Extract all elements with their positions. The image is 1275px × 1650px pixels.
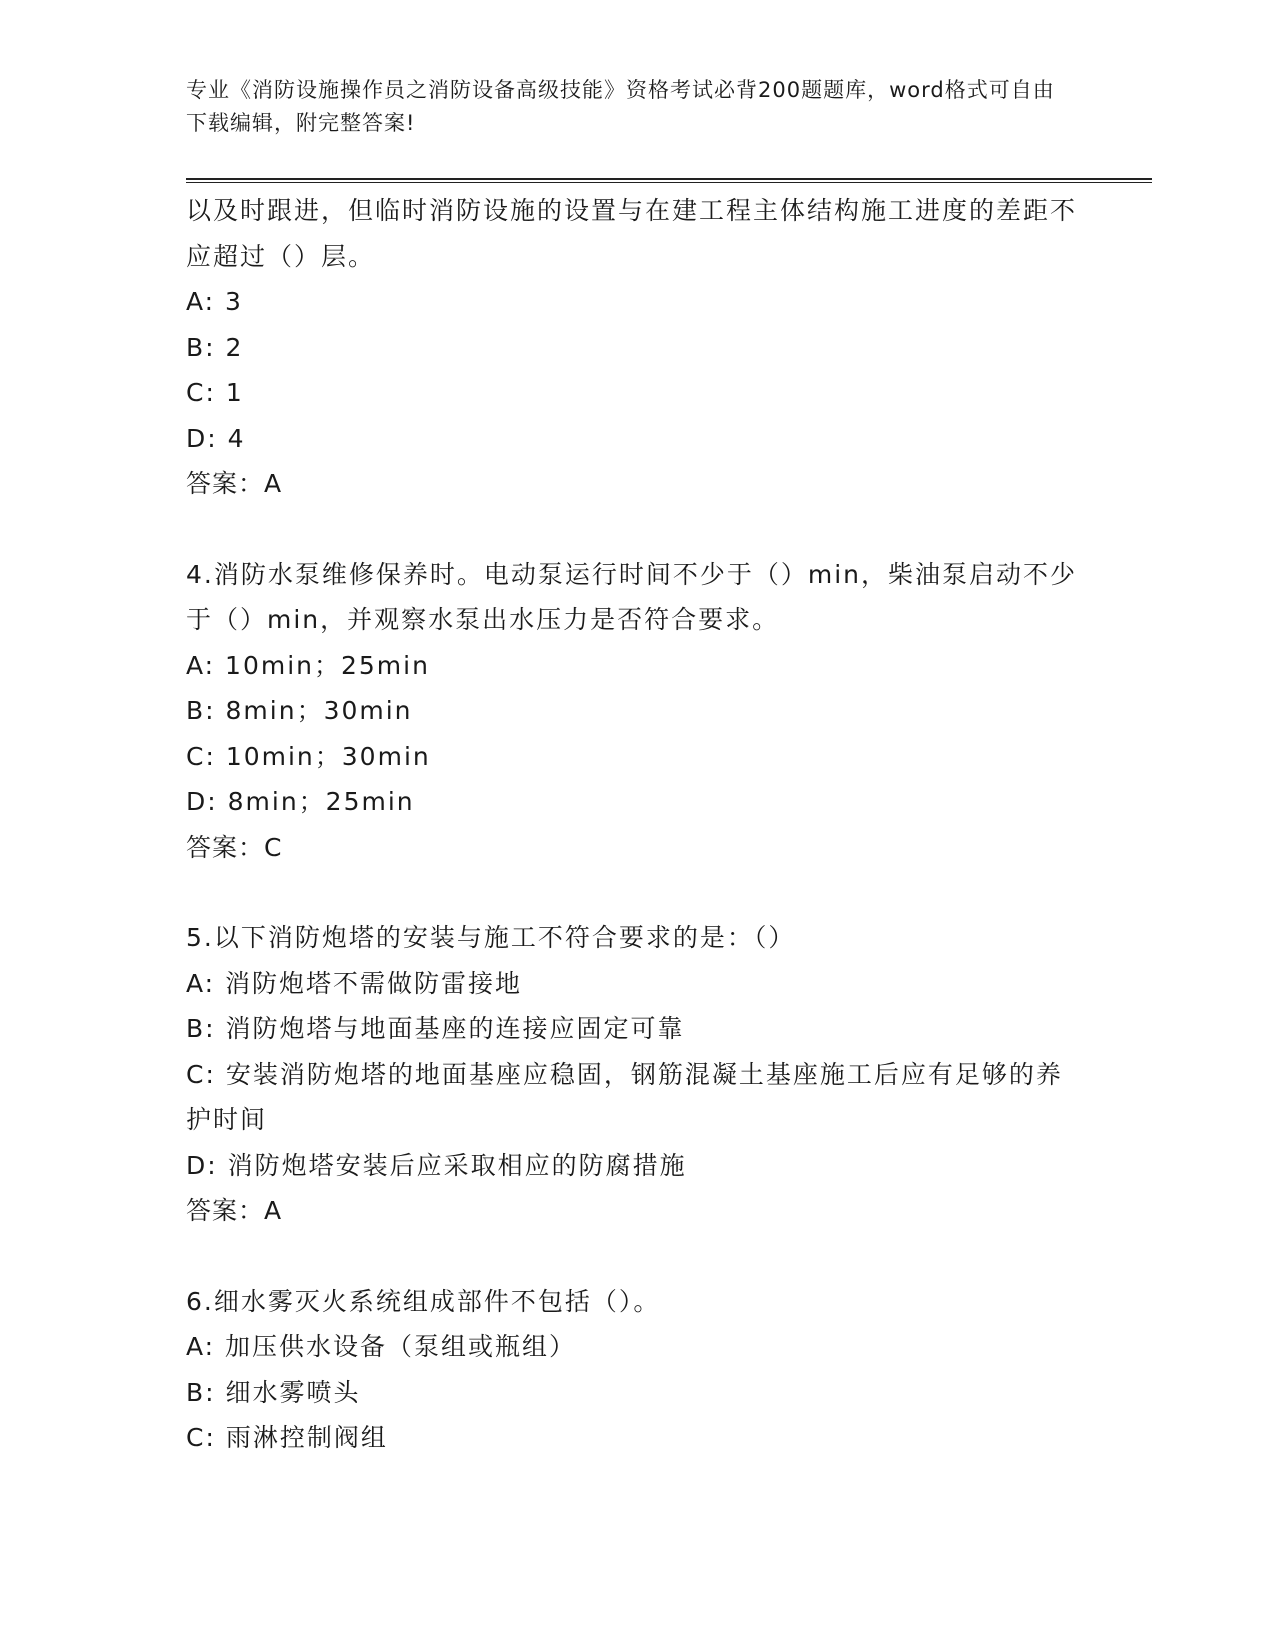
option-d: D: 4 [186, 423, 246, 453]
question-5 [186, 915, 1086, 1234]
question-4 [186, 552, 1086, 871]
option-b: B: 8min；30min [186, 696, 413, 725]
document-header: 专业《消防设施操作员之消防设备高级技能》资格考试必背200题题库，word格式可自由下载编辑，附完整答案! [186, 78, 1055, 135]
option-a: A: 3 [186, 287, 243, 316]
spacer [186, 507, 1086, 552]
answer: 答案：C [186, 832, 283, 862]
option-d: D: 8min；25min [186, 787, 415, 816]
option-c: C: 安装消防炮塔的地面基座应稳固，钢筋混凝土基座施工后应有足够的养护时间 [186, 1059, 1063, 1134]
option-c: C: 1 [186, 378, 244, 407]
option-b: B: 2 [186, 332, 244, 362]
option-a: A: 10min；25min [186, 650, 430, 680]
header-divider-thick [186, 178, 1152, 180]
question-3 [186, 188, 1086, 507]
option-a: A: 消防炮塔不需做防雷接地 [186, 968, 523, 998]
question-stem: 4.消防水泵维修保养时。电动泵运行时间不少于（）min，柴油泵启动不少于（）min，并观察水泵出水压力是否符合要求。 [186, 559, 1077, 634]
answer: 答案：A [186, 469, 283, 498]
answer: 答案：A [186, 1196, 283, 1225]
option-a: A: 加压供水设备（泵组或瓶组） [186, 1332, 577, 1361]
option-b: B: 消防炮塔与地面基座的连接应固定可靠 [186, 1014, 685, 1043]
option-c: C: 雨淋控制阀组 [186, 1423, 388, 1452]
option-b: B: 细水雾喷头 [186, 1377, 361, 1407]
question-list [186, 188, 1086, 1461]
spacer [186, 870, 1086, 915]
header-divider-thin [186, 182, 1152, 183]
question-stem: 以及时跟进，但临时消防设施的设置与在建工程主体结构施工进度的差距不应超过（）层。 [186, 196, 1078, 271]
question-6 [186, 1279, 1086, 1461]
question-stem: 5.以下消防炮塔的安装与施工不符合要求的是：（） [186, 923, 796, 952]
option-c: C: 10min；30min [186, 741, 431, 771]
spacer [186, 1234, 1086, 1279]
question-stem: 6.细水雾灭火系统组成部件不包括（）。 [186, 1286, 661, 1316]
option-d: D: 消防炮塔安装后应采取相应的防腐措施 [186, 1150, 687, 1180]
